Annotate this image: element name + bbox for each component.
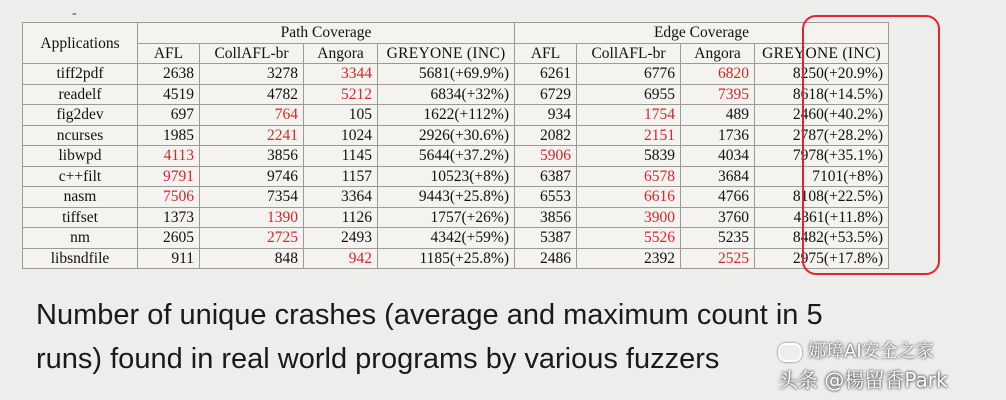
value-cell: 7354 bbox=[200, 187, 304, 208]
applications-header: Applications bbox=[23, 23, 138, 64]
value-cell: 2926(+30.6%) bbox=[378, 125, 515, 146]
value-cell: 942 bbox=[304, 248, 378, 269]
value-cell: 1024 bbox=[304, 125, 378, 146]
value-cell: 2638 bbox=[138, 64, 200, 85]
column-header: AFL bbox=[138, 43, 200, 64]
table-row bbox=[23, 125, 889, 146]
application-name-cell: libwpd bbox=[23, 146, 138, 167]
value-cell: 2525 bbox=[681, 248, 755, 269]
table-row bbox=[23, 166, 889, 187]
value-cell: 1736 bbox=[681, 125, 755, 146]
value-cell: 6387 bbox=[515, 166, 577, 187]
value-cell: 2725 bbox=[200, 228, 304, 249]
value-cell: 1157 bbox=[304, 166, 378, 187]
value-cell: 5387 bbox=[515, 228, 577, 249]
value-cell: 6553 bbox=[515, 187, 577, 208]
header-mark: - bbox=[72, 6, 77, 21]
value-cell: 5839 bbox=[577, 146, 681, 167]
application-name-cell: libsndfile bbox=[23, 248, 138, 269]
path-coverage-header: Path Coverage bbox=[138, 23, 515, 44]
table-body bbox=[23, 64, 889, 269]
value-cell: 7101(+8%) bbox=[755, 166, 889, 187]
table-row bbox=[23, 207, 889, 228]
table-group-header-row bbox=[23, 23, 889, 44]
value-cell: 3278 bbox=[200, 64, 304, 85]
application-name-cell: c++filt bbox=[23, 166, 138, 187]
value-cell: 6729 bbox=[515, 84, 577, 105]
column-header: CollAFL-br bbox=[200, 43, 304, 64]
column-header: Angora bbox=[304, 43, 378, 64]
value-cell: 10523(+8%) bbox=[378, 166, 515, 187]
column-header: AFL bbox=[515, 43, 577, 64]
value-cell: 2082 bbox=[515, 125, 577, 146]
value-cell: 6616 bbox=[577, 187, 681, 208]
application-name-cell: fig2dev bbox=[23, 105, 138, 126]
application-name-cell: tiffset bbox=[23, 207, 138, 228]
value-cell: 4113 bbox=[138, 146, 200, 167]
value-cell: 4361(+11.8%) bbox=[755, 207, 889, 228]
caption-line-1: Number of unique crashes (average and maximum count in 5 bbox=[36, 299, 823, 331]
column-header: CollAFL-br bbox=[577, 43, 681, 64]
value-cell: 9791 bbox=[138, 166, 200, 187]
value-cell: 8618(+14.5%) bbox=[755, 84, 889, 105]
application-name-cell: tiff2pdf bbox=[23, 64, 138, 85]
value-cell: 489 bbox=[681, 105, 755, 126]
value-cell: 7506 bbox=[138, 187, 200, 208]
value-cell: 764 bbox=[200, 105, 304, 126]
table-row bbox=[23, 146, 889, 167]
value-cell: 4342(+59%) bbox=[378, 228, 515, 249]
value-cell: 8250(+20.9%) bbox=[755, 64, 889, 85]
value-cell: 5212 bbox=[304, 84, 378, 105]
value-cell: 1145 bbox=[304, 146, 378, 167]
coverage-table bbox=[22, 22, 889, 269]
value-cell: 5644(+37.2%) bbox=[378, 146, 515, 167]
watermark-channel-text: 娜璋AI安全之家 bbox=[808, 341, 934, 362]
value-cell: 2151 bbox=[577, 125, 681, 146]
value-cell: 9443(+25.8%) bbox=[378, 187, 515, 208]
value-cell: 848 bbox=[200, 248, 304, 269]
value-cell: 7978(+35.1%) bbox=[755, 146, 889, 167]
value-cell: 6834(+32%) bbox=[378, 84, 515, 105]
table-row bbox=[23, 105, 889, 126]
value-cell: 1390 bbox=[200, 207, 304, 228]
table-row bbox=[23, 228, 889, 249]
value-cell: 4519 bbox=[138, 84, 200, 105]
column-header: GREYONE (INC) bbox=[755, 43, 889, 64]
watermark-channel bbox=[778, 337, 934, 363]
value-cell: 5526 bbox=[577, 228, 681, 249]
table-row bbox=[23, 84, 889, 105]
value-cell: 3900 bbox=[577, 207, 681, 228]
value-cell: 1373 bbox=[138, 207, 200, 228]
value-cell: 5235 bbox=[681, 228, 755, 249]
value-cell: 1126 bbox=[304, 207, 378, 228]
value-cell: 105 bbox=[304, 105, 378, 126]
value-cell: 2460(+40.2%) bbox=[755, 105, 889, 126]
value-cell: 2605 bbox=[138, 228, 200, 249]
value-cell: 697 bbox=[138, 105, 200, 126]
value-cell: 9746 bbox=[200, 166, 304, 187]
value-cell: 2493 bbox=[304, 228, 378, 249]
value-cell: 2975(+17.8%) bbox=[755, 248, 889, 269]
value-cell: 6578 bbox=[577, 166, 681, 187]
value-cell: 5906 bbox=[515, 146, 577, 167]
value-cell: 4766 bbox=[681, 187, 755, 208]
value-cell: 911 bbox=[138, 248, 200, 269]
value-cell: 4782 bbox=[200, 84, 304, 105]
value-cell: 6955 bbox=[577, 84, 681, 105]
application-name-cell: nasm bbox=[23, 187, 138, 208]
value-cell: 1754 bbox=[577, 105, 681, 126]
value-cell: 1757(+26%) bbox=[378, 207, 515, 228]
watermark-author: 头条 @楊留香Park bbox=[778, 368, 948, 392]
value-cell: 4034 bbox=[681, 146, 755, 167]
column-header: GREYONE (INC) bbox=[378, 43, 515, 64]
value-cell: 2392 bbox=[577, 248, 681, 269]
value-cell: 2787(+28.2%) bbox=[755, 125, 889, 146]
table-row bbox=[23, 248, 889, 269]
caption-line-2: runs) found in real world programs by various fuzzers bbox=[36, 343, 720, 375]
value-cell: 3684 bbox=[681, 166, 755, 187]
value-cell: 6820 bbox=[681, 64, 755, 85]
value-cell: 3760 bbox=[681, 207, 755, 228]
value-cell: 5681(+69.9%) bbox=[378, 64, 515, 85]
value-cell: 3856 bbox=[200, 146, 304, 167]
table-row bbox=[23, 64, 889, 85]
value-cell: 6776 bbox=[577, 64, 681, 85]
application-name-cell: readelf bbox=[23, 84, 138, 105]
application-name-cell: nm bbox=[23, 228, 138, 249]
application-name-cell: ncurses bbox=[23, 125, 138, 146]
value-cell: 1622(+112%) bbox=[378, 105, 515, 126]
chat-bubble-icon bbox=[778, 343, 802, 362]
edge-coverage-header: Edge Coverage bbox=[515, 23, 889, 44]
value-cell: 8108(+22.5%) bbox=[755, 187, 889, 208]
table-column-header-row bbox=[23, 43, 889, 64]
value-cell: 6261 bbox=[515, 64, 577, 85]
value-cell: 3344 bbox=[304, 64, 378, 85]
column-header: Angora bbox=[681, 43, 755, 64]
value-cell: 7395 bbox=[681, 84, 755, 105]
value-cell: 3856 bbox=[515, 207, 577, 228]
value-cell: 1985 bbox=[138, 125, 200, 146]
value-cell: 3364 bbox=[304, 187, 378, 208]
value-cell: 2241 bbox=[200, 125, 304, 146]
table-row bbox=[23, 187, 889, 208]
value-cell: 8482(+53.5%) bbox=[755, 228, 889, 249]
value-cell: 2486 bbox=[515, 248, 577, 269]
greyone-edge-highlight-circle bbox=[802, 15, 940, 275]
value-cell: 1185(+25.8%) bbox=[378, 248, 515, 269]
value-cell: 934 bbox=[515, 105, 577, 126]
